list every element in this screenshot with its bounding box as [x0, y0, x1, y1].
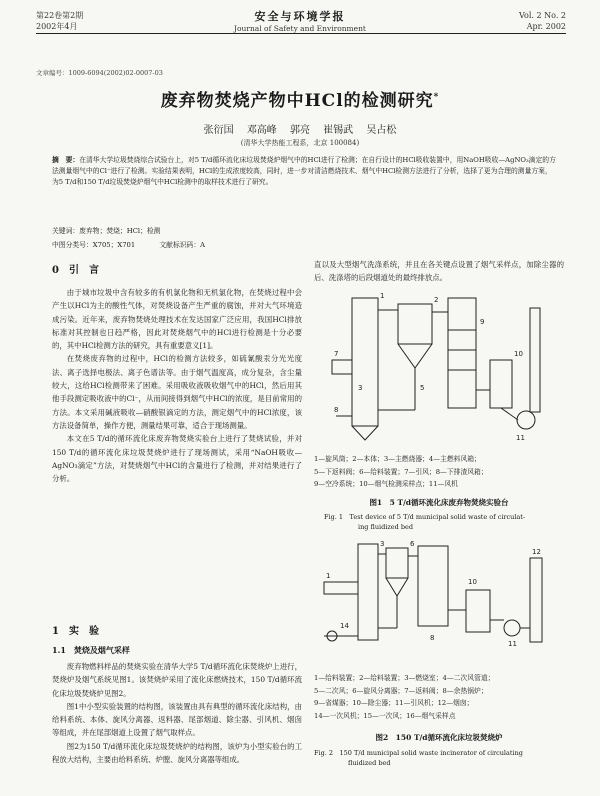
date-en: Apr. 2002 — [526, 22, 566, 31]
paragraph: 在焚烧废弃物的过程中，HCl的检测方法较多，如硫氰酸汞分光光度法、离子选择电极法、离子色谱法等。由于烟气温度高，成分复杂，含尘量较大，这给HCl检测带来了困难。采用吸收液吸收烟气中的HCl，然后用其他手段测定吸收液中的Cl⁻，从而间接得到烟气中HCl的浓度，是目前常用的方法。本文采用碱液吸收—硝酸银滴定的方法，测定烟气中的HCl浓度，该方法设备简单，操作方便，测量结果可靠，适合于现场测量。 — [52, 354, 302, 430]
issue-volume: 第22卷第2期 — [36, 11, 84, 20]
abstract-label: 摘 要： — [52, 156, 80, 164]
fan — [504, 620, 520, 636]
header-rule — [36, 33, 566, 34]
paragraph: 图2为150 T/d循环流化床垃圾焚烧炉的结构图，该炉为小型实验台的工程放大结构，主要由给料系统、炉膛、旋风分离器等组成。 — [52, 741, 302, 765]
classification — [52, 239, 227, 249]
right-column-intro — [314, 258, 564, 285]
svg-text:3: 3 — [380, 540, 385, 548]
author-list — [0, 121, 600, 136]
svg-text:11: 11 — [516, 434, 525, 442]
feeder — [324, 582, 358, 594]
svg-text:10: 10 — [468, 578, 477, 586]
caption-en-line: ing fluidized bed — [358, 523, 413, 531]
paper-title-text: 废弃物焚烧产物中HCl的检测研究 — [160, 91, 434, 111]
svg-text:12: 12 — [532, 548, 541, 556]
legend-line: 5—二次风；6—旋风分离器；7—返料阀；8—余热锅炉； — [314, 686, 488, 695]
induced-draft-fan — [517, 411, 535, 429]
chimney — [530, 558, 542, 642]
figure-2-caption-en — [314, 748, 523, 768]
svg-text:2: 2 — [434, 296, 439, 304]
journal-name — [210, 8, 390, 33]
figure-2-diagram — [318, 540, 558, 650]
volume-en: Vol. 2 No. 2 — [519, 11, 566, 20]
figure-1-legend — [314, 453, 488, 491]
cyclone-separator — [386, 548, 408, 578]
issue-info-en — [519, 10, 566, 32]
waste-heat-boiler — [418, 546, 448, 626]
svg-text:10: 10 — [514, 350, 523, 358]
combustor — [358, 544, 378, 640]
issue-info — [36, 10, 83, 32]
cyclone-cone — [398, 344, 432, 368]
dust-collector — [466, 590, 490, 632]
stack — [530, 308, 540, 412]
dust-collector — [490, 360, 512, 408]
abstract-text: 在清华大学垃圾焚烧综合试验台上，对5 T/d循环流化床垃圾焚烧炉烟气中的HCl进行了检测；在自行设计的HCl吸收装置中，用NaOH吸收—AgNO₃滴定的方法测量烟气中的Cl⁻进行了检测。实验结果表明，HCl的生成浓度较高，同时，进一步对清洁燃烧技术、烟气中HCl检测方法进行了分析，选择了更为合理的测量方案，为5 T/d和150 T/d垃圾焚烧炉烟气中HCl检测中的取样技术进行了研究。 — [52, 156, 556, 186]
svg-text:11: 11 — [508, 640, 517, 648]
paragraph: 由于城市垃圾中含有较多的有机氯化物和无机氯化物，在焚烧过程中会产生以HCl为主的酸性气体，对焚烧设备产生严重的腐蚀，并对大气环境造成污染。近年来，废弃物焚烧处理技术在发达国家广泛应用，我国HCl排放标准对其控制也日趋严格，因此对焚烧烟气中的HCl进行检测是十分必要的，其中HCl检测方法的研究，具有重要意义[1]。 — [52, 288, 302, 351]
svg-text:6: 6 — [410, 540, 415, 548]
figure-2-legend — [314, 672, 494, 722]
title-footnote-mark: * — [433, 92, 440, 103]
caption-en-line: Fig. 2 150 T/d municipal solid waste incinerator of circulating — [314, 749, 523, 757]
legend-line: 1—旋风筒；2—本体；3—主燃烧器；4—主燃料风箱； — [314, 455, 481, 463]
figure-1-caption-cn: 图1 5 T/d循环流化床废弃物焚烧实验台 — [369, 498, 509, 507]
paragraph: 直以及大型烟气洗涤系统，并且在各关键点设置了烟气采样点，加除尘器的后、洗涤塔的后段烟道处的最终排放点。 — [314, 260, 564, 283]
cyclone — [398, 304, 432, 344]
svg-text:5: 5 — [420, 384, 425, 392]
paragraph: 废弃物燃料样品的焚烧实验在清华大学5 T/d循环流化床焚烧炉上进行，焚烧炉及烟气系统见图1。该焚烧炉采用了流化床燃烧技术，150 T/d循环流化床垃圾焚烧炉见图2。 — [52, 662, 302, 698]
furnace-body — [352, 298, 378, 426]
legend-line: 14—一次风机；15—一次风；16—烟气采样点 — [314, 711, 456, 720]
figure-1-diagram — [330, 290, 550, 445]
furnace-bottom — [352, 426, 378, 440]
author: 张衍国 — [203, 125, 234, 136]
section-0-heading: 0 引 言 — [52, 265, 99, 276]
svg-text:7: 7 — [334, 350, 339, 358]
document-code: 文献标识码：A — [159, 241, 206, 249]
legend-line: 9—省煤器；10—除尘器；11—引风机；12—烟囱； — [314, 699, 474, 707]
svg-text:1: 1 — [326, 572, 331, 580]
journal-name-en: Journal of Safety and Environment — [234, 24, 366, 33]
svg-text:14: 14 — [340, 622, 349, 630]
svg-text:9: 9 — [480, 318, 485, 326]
author: 吴占松 — [366, 125, 397, 136]
caption-en-line: Fig. 1 Test device of 5 T/d municipal solid waste of circulat- — [324, 513, 526, 521]
clc-number: 中图分类号：X705；X701 — [52, 241, 136, 249]
keywords: 关键词：废弃物；焚烧；HCl；检测 — [52, 227, 161, 235]
author: 邓高峰 — [246, 125, 277, 136]
paragraph: 本文在5 T/d的循环流化床废弃物焚烧实验台上进行了焚烧试验，并对150 T/d的循环流化床垃圾焚烧炉进行了现场测试，采用“NaOH吸收—AgNO₃滴定”方法，对焚烧烟气中HCl的含量进行了检测，并对结果进行了分析。 — [52, 434, 302, 484]
article-number: 文章编号：1009-6094(2002)02-0007-03 — [36, 69, 163, 77]
subsection-1-1-heading: 1.1 焚烧及烟气采样 — [52, 645, 130, 655]
paragraph: 图1中小型实验装置的结构图，该装置由具有典型的循环流化床结构，由给料系统、本体、旋风分离器、返料器、尾部烟道、除尘器、引风机、烟囱等组成，并在尾部烟道上设置了烟气取样点。 — [52, 701, 302, 738]
legend-line: 9—空冷系统；10—烟气检测采样点；11—风机 — [314, 480, 458, 488]
section-1-body — [52, 660, 302, 766]
abstract — [52, 155, 557, 188]
issue-date: 2002年4月 — [36, 22, 78, 31]
section-1-heading: 1 实 验 — [52, 626, 99, 637]
svg-text:1: 1 — [380, 292, 385, 300]
journal-name-cn: 安全与环境学报 — [254, 10, 346, 23]
svg-text:3: 3 — [358, 384, 363, 392]
figure-1-caption-en — [324, 512, 525, 532]
legend-line: 1—给料装置；2—给料装置；3—燃烧室；4—二次风管道； — [314, 674, 495, 682]
author: 郭亮 — [290, 125, 310, 136]
feeder — [332, 360, 352, 374]
section-0-body — [52, 286, 302, 485]
caption-en-line: fluidized bed — [348, 759, 391, 767]
svg-text:8: 8 — [430, 634, 435, 642]
affiliation: (清华大学热能工程系，北京 100084) — [240, 139, 360, 147]
legend-line: 5—下返料阀；6—给料装置；7—引风；8—下排渣风箱； — [314, 467, 488, 476]
svg-text:8: 8 — [334, 406, 339, 414]
back-pass — [448, 298, 476, 408]
paper-title — [0, 86, 600, 111]
figure-2-caption-cn: 图2 150 T/d循环流化床垃圾焚烧炉 — [375, 733, 503, 742]
author: 崔锡武 — [323, 125, 354, 136]
